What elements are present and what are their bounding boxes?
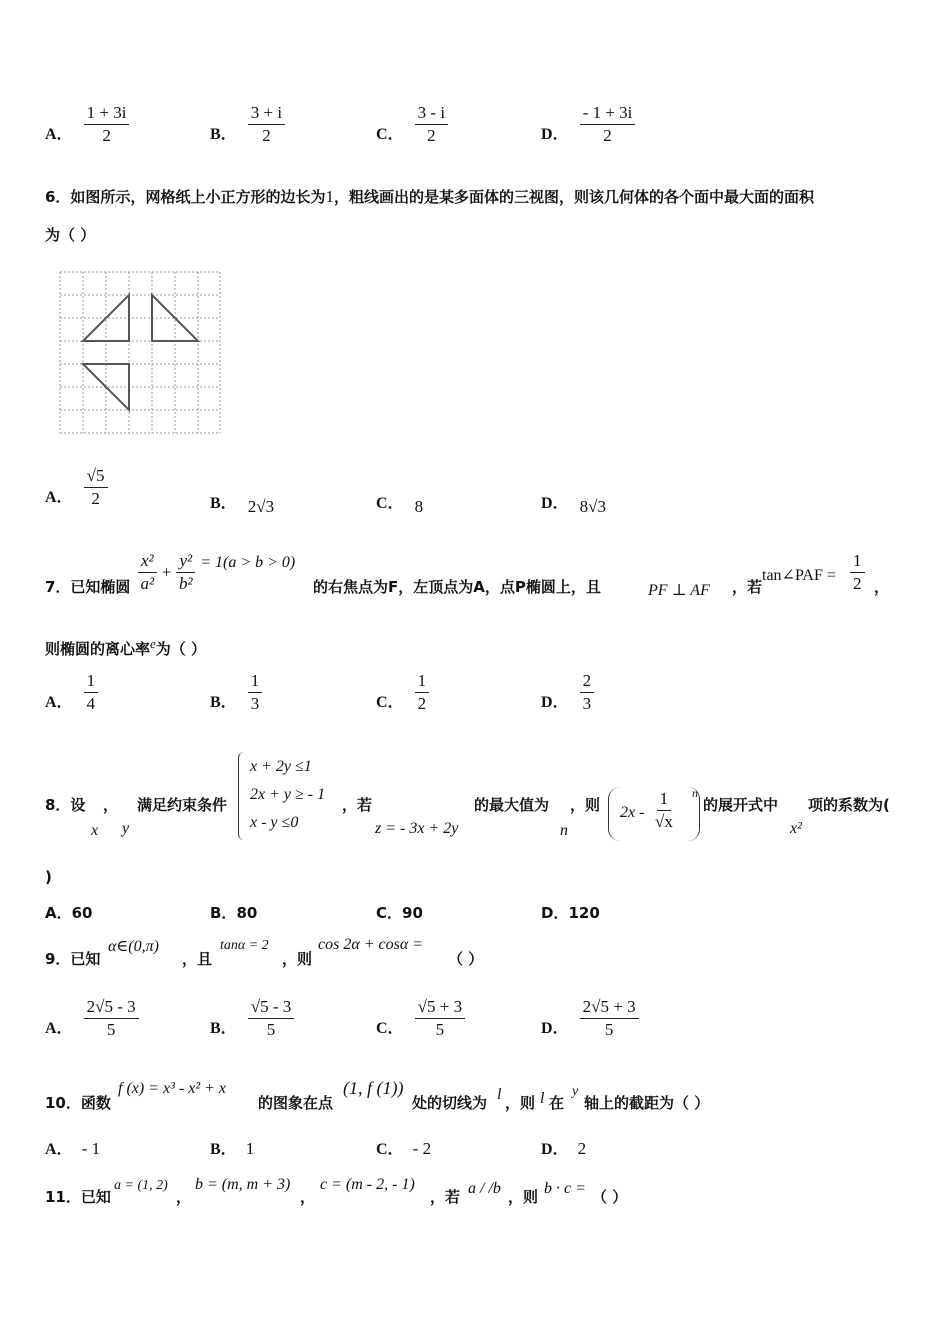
- three-view-figure: [55, 267, 225, 439]
- q6-option-a[interactable]: [45, 465, 108, 510]
- option-label: D．: [541, 126, 569, 143]
- option-value: 60: [71, 904, 93, 922]
- constraint-2: 2x + y ≥ - 1: [250, 786, 326, 803]
- q7-option-a[interactable]: [45, 670, 98, 715]
- q10-ze: ，则: [505, 1094, 536, 1112]
- q8-option-a[interactable]: [45, 902, 92, 923]
- q8-ze: ，则: [570, 796, 601, 814]
- option-fraction: $\frac{1}{2}$: [415, 670, 430, 715]
- option-label: B．: [210, 1020, 237, 1037]
- q8-cond: 满足约束条件: [137, 796, 228, 814]
- q10-tangent: 处的切线为: [412, 1094, 488, 1112]
- q10-mid: 的图象在点: [258, 1094, 334, 1112]
- q11-paren: （ ）: [592, 1188, 628, 1206]
- option-label: D．: [541, 1020, 569, 1037]
- option-label: B．: [210, 126, 237, 143]
- q8-option-d[interactable]: [541, 902, 600, 923]
- option-label: B．: [210, 495, 237, 512]
- q10-prefix: 10．函数: [45, 1094, 111, 1112]
- q9-option-b[interactable]: [210, 996, 294, 1041]
- option-label: B．: [210, 1141, 237, 1158]
- y-term: $\frac{\text{y²}}{\text{b²}}$: [176, 550, 195, 595]
- q11-prefix: 11．已知: [45, 1188, 111, 1206]
- q7-option-d[interactable]: [541, 670, 594, 715]
- option-fraction: $\frac{2√5 - 3}{5}$: [84, 996, 139, 1041]
- option-fraction: $\frac{1}{3}$: [248, 670, 263, 715]
- q6-option-b[interactable]: [210, 490, 275, 516]
- q9-ze: ，则: [282, 950, 313, 968]
- option-label: D．: [541, 904, 569, 922]
- option-value: 80: [236, 904, 258, 922]
- q8-coef: 项的系数为(: [808, 796, 890, 814]
- q7-prefix: 7．已知椭圆: [45, 578, 131, 596]
- option-value: 2√3: [247, 497, 275, 516]
- q10-option-a[interactable]: [45, 1136, 100, 1159]
- q9-option-d[interactable]: [541, 996, 639, 1041]
- q5-option-c[interactable]: [376, 102, 448, 147]
- option-value: - 1: [81, 1139, 101, 1158]
- ellipse-equation: $\frac{\text{x²}}{\text{a²}}$ + $\frac{\text{y²}}{\text{b²}}$ = 1(a > b > 0): [138, 550, 295, 595]
- option-fraction: $\frac{3 + i}{2}$: [248, 102, 285, 147]
- q10-option-d[interactable]: [541, 1136, 586, 1159]
- option-label: D．: [541, 694, 569, 711]
- q6-option-d[interactable]: [541, 490, 606, 516]
- q11-ruo: ，若: [430, 1188, 461, 1206]
- vector-a: a = (1, 2): [114, 1178, 168, 1193]
- vector-c: c = (m - 2, - 1): [320, 1176, 415, 1193]
- option-fraction: $\frac{3 - i}{2}$: [415, 102, 448, 147]
- option-label: D．: [541, 1141, 569, 1158]
- q7-comma: ，: [874, 578, 890, 596]
- q6-stem-line1: 6．如图所示，网格纸上小正方形的边长为1，粗线画出的是某多面体的三视图，则该几何体的各个面中最大面的面积: [45, 187, 814, 206]
- option-fraction: $\frac{√5}{2}$: [84, 465, 108, 510]
- q8-comma: ，: [103, 796, 119, 814]
- option-label: C．: [376, 495, 404, 512]
- grid-lines: [60, 272, 220, 433]
- q7-stem-mid: 的右焦点为F，左顶点为A，点P椭圆上，且: [313, 578, 601, 596]
- vector-b: b = (m, m + 3): [195, 1176, 291, 1193]
- option-label: C．: [376, 1020, 404, 1037]
- q8-ruo: ，若: [342, 796, 373, 814]
- q10-tail: 轴上的截距为（ ）: [584, 1094, 710, 1112]
- q7-option-b[interactable]: [210, 670, 262, 715]
- option-label: A．: [45, 1141, 73, 1158]
- q9-option-a[interactable]: [45, 996, 139, 1041]
- q7-stem-line2: 则椭圆的离心率e为（ ）: [45, 636, 207, 658]
- option-value: 8√3: [579, 497, 606, 516]
- constraint-1: x + 2y ≤1: [250, 758, 312, 775]
- tangent-point: (1, f (1)): [343, 1078, 404, 1098]
- option-fraction: $\frac{1 + 3i}{2}$: [84, 102, 130, 147]
- option-label: C．: [376, 126, 404, 143]
- option-fraction: $\frac{√5 + 3}{5}$: [415, 996, 465, 1041]
- q5-option-d[interactable]: [541, 102, 635, 147]
- function-definition: f (x) = x³ - x² + x: [118, 1080, 227, 1097]
- option-value: 1: [245, 1139, 255, 1158]
- dot-product: b · c =: [544, 1180, 586, 1197]
- x-squared: x²: [790, 820, 802, 837]
- q7-ruo: ，若: [732, 578, 763, 596]
- option-label: A．: [45, 126, 73, 143]
- binomial-fraction: $\frac{1}{√x}$: [655, 789, 673, 831]
- q6-stem-line2: 为（ ）: [45, 226, 96, 244]
- binomial-term: 2x -: [620, 804, 645, 821]
- q10-option-b[interactable]: [210, 1136, 254, 1159]
- option-value: 90: [402, 904, 423, 922]
- q8-maxv: 的最大值为: [474, 796, 550, 814]
- tan-fraction: $\frac{1}{2}$: [850, 550, 865, 595]
- q10-option-c[interactable]: [376, 1136, 431, 1159]
- alpha-domain: α∈(0,π): [108, 938, 159, 955]
- line-l: l: [497, 1086, 502, 1103]
- q8-option-c[interactable]: [376, 902, 423, 923]
- option-fraction: $\frac{√5 - 3}{5}$: [248, 996, 295, 1041]
- q5-option-b[interactable]: [210, 102, 285, 147]
- q9-expression: cos 2α + cosα =: [318, 936, 424, 953]
- q11-sep-2: ，: [300, 1188, 316, 1206]
- var-x: x: [91, 822, 99, 839]
- q11-sep-1: ，: [176, 1188, 192, 1206]
- axis-y: y: [572, 1084, 579, 1099]
- option-label: C．: [376, 1141, 404, 1158]
- line-l-2: l: [540, 1090, 545, 1107]
- option-fraction: $\frac{2}{3}$: [580, 670, 595, 715]
- parallel-condition: a / /b: [468, 1180, 501, 1197]
- option-value: 8: [414, 497, 424, 516]
- q5-option-a[interactable]: [45, 102, 129, 147]
- option-label: B．: [210, 904, 237, 922]
- option-label: D．: [541, 495, 569, 512]
- q6-option-c[interactable]: [376, 490, 424, 516]
- option-fraction: $\frac{2√5 + 3}{5}$: [580, 996, 639, 1041]
- objective-function: z = - 3x + 2y: [375, 820, 459, 837]
- q9-option-c[interactable]: [376, 996, 465, 1041]
- constraint-3: x - y ≤0: [250, 814, 299, 831]
- option-label: B．: [210, 694, 237, 711]
- var-n: n: [560, 822, 568, 839]
- tan-condition: tan∠PAF =: [762, 567, 836, 584]
- constraint-brace: [238, 752, 245, 840]
- option-value: 120: [568, 904, 600, 922]
- option-label: A．: [45, 1020, 73, 1037]
- binomial-power: n: [692, 786, 698, 800]
- q8-prefix: 8．设: [45, 796, 86, 814]
- option-label: C．: [376, 904, 403, 922]
- option-value: 2: [577, 1139, 587, 1158]
- q7-option-c[interactable]: [376, 670, 429, 715]
- q9-qie: ，且: [182, 950, 213, 968]
- option-fraction: $\frac{- 1 + 3i}{2}$: [580, 102, 636, 147]
- option-label: C．: [376, 694, 404, 711]
- q8-option-b[interactable]: [210, 902, 257, 923]
- q9-paren: （ ）: [448, 950, 484, 968]
- x-term: $\frac{\text{x²}}{\text{a²}}$: [138, 550, 157, 595]
- option-fraction: $\frac{1}{4}$: [84, 670, 99, 715]
- q8-expand: 的展开式中: [703, 796, 779, 814]
- option-label: A．: [45, 694, 73, 711]
- q9-prefix: 9．已知: [45, 950, 101, 968]
- perpendicular-condition: PF ⊥ AF: [648, 582, 710, 599]
- tan-alpha: tanα = 2: [220, 938, 269, 953]
- q10-zai: 在: [549, 1094, 565, 1112]
- var-y: y: [122, 820, 130, 837]
- option-label: A．: [45, 904, 72, 922]
- q11-ze: ，则: [508, 1188, 539, 1206]
- option-value: - 2: [412, 1139, 432, 1158]
- q8-close: ): [45, 868, 52, 886]
- option-label: A．: [45, 489, 73, 506]
